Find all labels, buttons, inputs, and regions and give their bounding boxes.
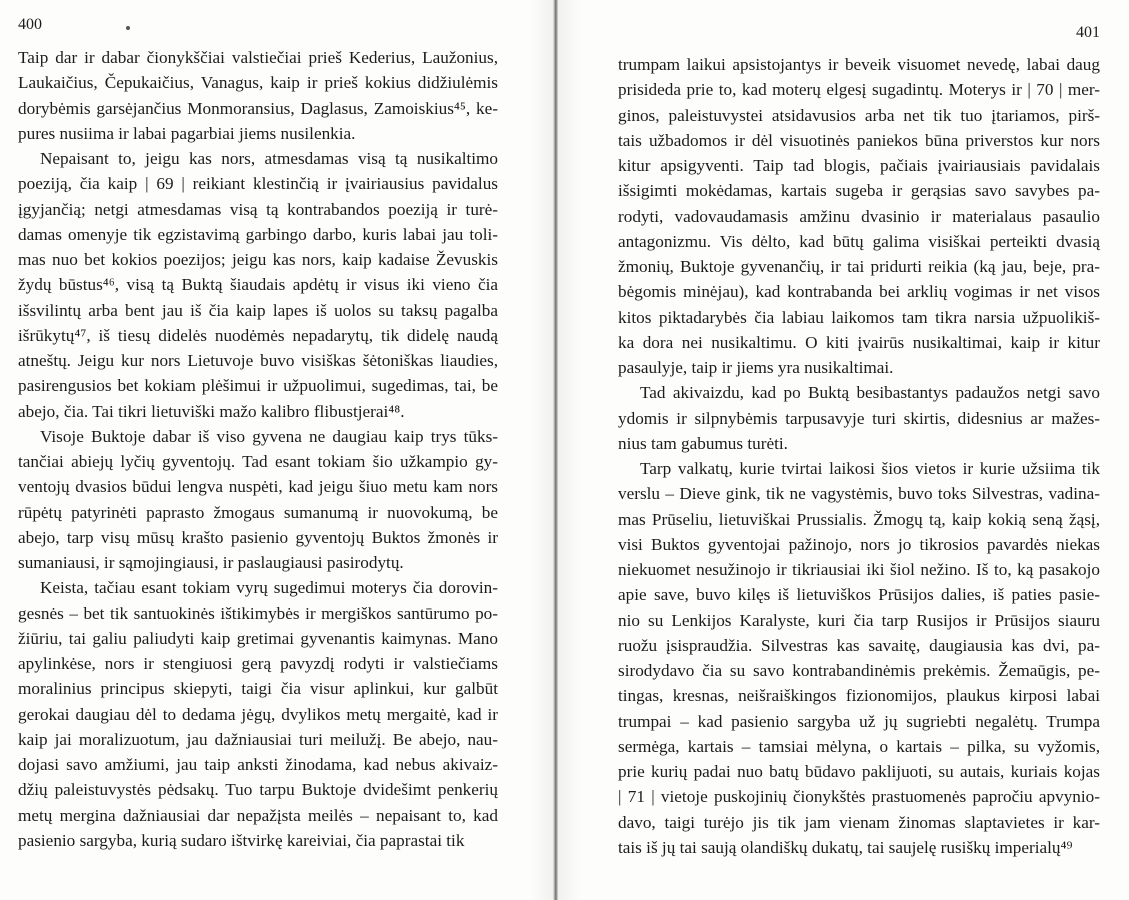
text-line: sermėga, kartais – tamsiai mėlyna, o kartais – pilka, su vyžomis, [618,736,1100,756]
text-line: davo, taigi turėjo jis tik jam vienam žinomas slaptavietes ir kar- [618,812,1100,832]
text-line: sirodydavo čia su savo kontrabandinėmis prekėmis. Žemaūgis, pe- [618,661,1100,680]
right-page-text [618,52,1100,860]
text-line: Keista, tačiau esant tokiam vyrų sugedimui moterys čia dorovin- [40,578,498,598]
text-line: žmonių, Buktoje gyvenančių, ir tai pridurti reikia (ką jau, beje, pra- [618,257,1100,276]
text-line: išrūkytų⁴⁷, iš tiesų didelės nuodėmės nepadarytų, tik didelę naudą [18,325,498,345]
text-line: trumpam laikui apsistojantys ir beveik visuomet nevedę, labai daug [618,55,1100,74]
text-line: Visoje Buktoje dabar iš viso gyvena ne daugiau kaip trys tūks- [40,426,498,446]
text-line: bėgomis minėjau), kad kontrabanda bei arklių vogimas ir net visos [618,282,1100,302]
text-line: visi Buktos gyventojai pažinojo, nors jo tikrosios pavardės niekas [618,534,1100,554]
text-line: dojasi savo amžiumi, jau taip anksti žinodama, kad nebus akivaiz- [18,755,498,774]
text-line: rodyti, vadovaudamasis amžinu dvasinio ir materialaus pasaulio [618,206,1100,226]
text-line: ydomis ir silpnybėmis tarpusavyje turi skirtis, didesnius ar mažes- [618,408,1100,428]
text-line: Laukaičius, Čepukaičius, Vanagus, kaip ir prieš kokius didžiulėmis [18,73,498,93]
text-line: kitur apsigyventi. Taip tad blogis, pačiais įvairiausiais pavidalais [618,156,1100,175]
text-line: kitos piktadarybės čia labiau laikomos tam tikra narsia užpuolikiš- [618,307,1100,327]
book-gutter [553,0,558,900]
text-line: poeziją, čia kaip | 69 | reikiant klestinčią ir įvairiausius pavidalus [18,174,498,194]
text-line: gerokai daugiau dėl to dedama jėgų, dvylikos metų mergaitė, kad ir [18,704,498,724]
text-line: dorybėmis garsėjančius Monmoransius, Daglasus, Zamoiskius⁴⁵, ke- [18,98,498,118]
text-line: nio su Lenkijos Karalyste, kuri čia tarp Rusijos ir Prūsijos siauru [618,610,1100,630]
text-line: Tad akivaizdu, kad po Buktą besibastantys padaužos netgi savo [640,383,1100,403]
text-line: atneštų. Jeigu kur nors Lietuvoje buvo visiškas šėtoniškas liaudies, [18,351,498,370]
text-line: gesnės – bet tik santuokinės ištikimybės ir mergiškos santūrumo po- [18,603,498,623]
text-line: Tarp valkatų, kurie tvirtai laikosi šios vietos ir kurie užsiima tik [640,459,1100,478]
page-number-left: 400 [18,16,42,33]
text-line: nius tam gabumus turėti. [618,433,788,453]
scan-speck [126,26,130,30]
text-line: metų mergina dažniausiai dar nepažįsta meilės – nepaisant to, kad [18,805,498,825]
text-line: džių paleistuvystės pėdsakų. Tuo tarpu Buktoje dvidešimt penkerių [18,780,498,800]
text-line: žiūriu, tai galiu paliudyti kaip gretimai gyvenantis kaimynas. Mano [18,628,498,648]
text-line: tais užbadomos ir dėl visuotinės paniekos būna priverstos kur nors [618,130,1100,150]
text-line: kaip jai moralizuotum, jau dažniausiai turi meilužį. Be abejo, nau- [18,729,498,749]
text-line: tingas, kresnas, neišraiškingos fizionomijos, plaukus kirposi labai [618,686,1100,706]
text-line: mas nuo bet kokios poezijos; jeigu kas nors, kaip kadaise Ževuskis [18,250,498,269]
text-line: niekuomet nesužinojo ir tikriausiai iki šiol nežino. Iš to, ką pasakojo [618,560,1100,579]
left-page-text [18,45,498,853]
text-line: mas Prūseliu, lietuviškai Prussialis. Žmogų tą, kaip kokią seną žąsį, [618,509,1100,529]
text-line: antagonizmu. Vis dėlto, kad būtų galima visiškai perteikti dvasią [618,231,1100,251]
text-line: prie kurių padai nuo batų būdavo paklijuoti, su autais, kuriais kojas [618,762,1100,781]
text-line: prisideda prie to, kad moterų elgesį sugadintų. Moterys ir | 70 | mer- [618,80,1100,100]
text-line: išsigimti mokėdamas, kartais sugeba ir gerąsias savo savybes pa- [618,181,1100,201]
text-line: pasirengusios bet kokiam plėšimui ir užpuolimui, sugedimas, tai, be [18,376,498,396]
left-page [18,0,498,900]
text-line: apylinkėse, nors ir stengiuosi gerą pavyzdį rodyti ir valstiečiams [18,654,498,673]
text-line: apie save, buvo kilęs iš lietuviškos Prūsijos dalies, iš paties pasie- [618,585,1100,605]
text-line: sumaniausi, ir sąmojingiausi, ir paslaugiausi pasirodytų. [18,553,404,572]
text-line: Nepaisant to, jeigu kas nors, atmesdamas visą tą nusikaltimo [40,149,498,168]
text-line: pasaulyje, taip ir jiems yra nusikaltimai. [618,358,894,377]
text-line: verslu – Dieve gink, tik ne vagystėmis, buvo toks Silvestras, vadina- [618,484,1100,504]
text-line: abejo, tarp visų mūsų krašto pasienio gyventojų Buktos žmonės ir [18,527,498,547]
text-line: pures nusiima ir labai pagarbiai jiems nusilenkia. [18,123,356,143]
gutter-shadow-right [558,0,582,900]
text-line: tais iš jų tai saują olandiškų dukatų, tai saujelę rusiškų imperialų⁴⁹ [618,837,1073,857]
text-line: damas omenyje tik egzistavimą garbingo darbo, kuris labai jau toli- [18,224,498,244]
text-line: išsvilintų arba bent jau iš čia kaip lapes iš uolos su taksų pagalba [18,300,498,320]
text-line: pasienio sargyba, kurią sudaro ištvirkę kareiviai, čia paprastai tik [18,830,465,850]
text-line: abejo, čia. Tai tikri lietuviški mažo kalibro flibustjerai⁴⁸. [18,401,405,421]
text-line: ruožu įsispraudžia. Silvestras kas savaitę, daugiausia kas dvi, pa- [618,635,1100,655]
text-line: moralinius principus skiepyti, taigi čia visur aplinkui, kur galbūt [18,679,498,699]
text-line: ka dora nei nusikaltimu. O kiti įvairūs nusikaltimai, kaip ir kitur [618,332,1100,352]
text-line: Taip dar ir dabar čionykščiai valstiečiai prieš Kederius, Laužonius, [18,48,498,67]
gutter-shadow-left [530,0,554,900]
text-line: tančiai abiejų lyčių gyventojų. Tad esant tokiam šio užkampio gy- [18,452,498,471]
text-line: ginos, paleistuvystei atsidavusios arba net tik tuo įtariamos, pirš- [618,105,1100,125]
page-number-right: 401 [1076,24,1100,41]
text-line: įgyjančią; netgi atmesdamas visą tą kontrabandos poeziją ir turė- [18,199,498,219]
text-line: | 71 | vietoje puskojinių čionykštės prastuomenės papročiu apvynio- [618,787,1100,807]
right-page [618,0,1100,900]
text-line: trumpai – kad pasienio sargyba už jų sugriebti negalėtų. Trumpa [618,711,1100,731]
text-line: žydų būstus⁴⁶, visą tą Buktą šiaudais apdėtų ir visus iki vieno čia [18,275,498,295]
text-line: ventojų dvasios būdui lengva nuspėti, kad jeigu šiuo metu kam nors [18,477,498,497]
text-line: rūpėtų patyrinėti paprasto žmogaus sumanumą ir nuovokumą, be [18,502,498,522]
